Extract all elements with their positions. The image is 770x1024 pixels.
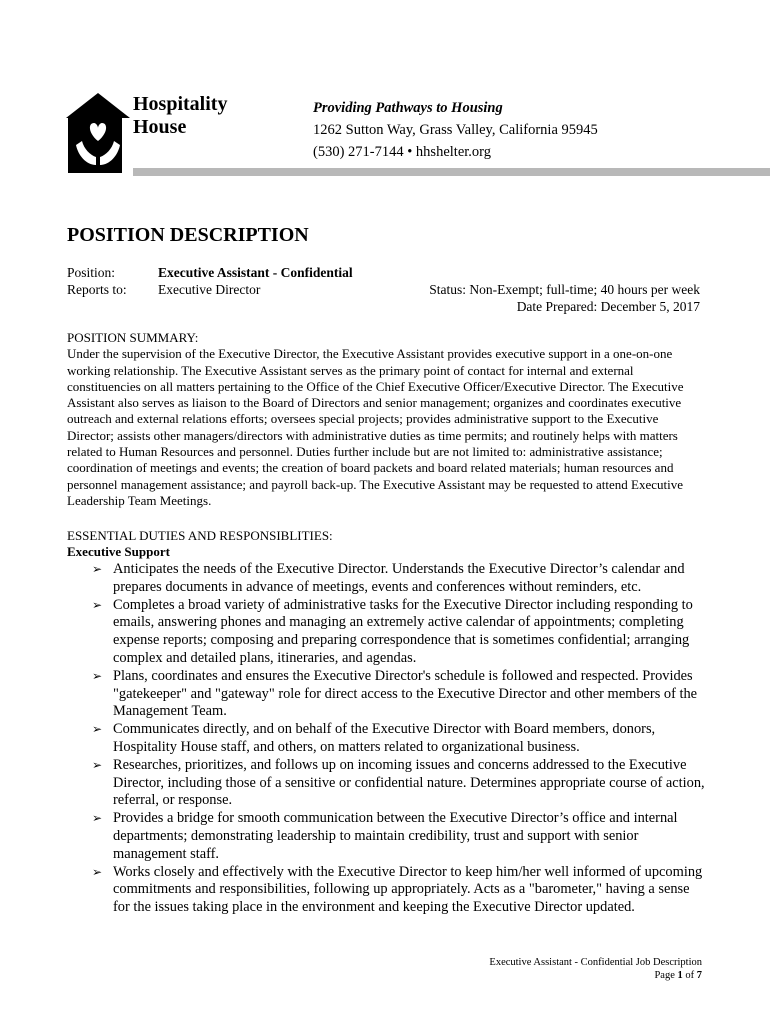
arrow-bullet-icon: ➢ (92, 757, 103, 772)
status-text: Status: Non-Exempt; full-time; 40 hours per week (429, 282, 700, 297)
duty-text: Works closely and effectively with the Executive Director to keep him/her well informed of upcoming commitments and responsibilities, following up appropriately. Acts as a "barometer," having a sense for the issues taking place in the environment and keeping the Executive Director updated. (113, 863, 703, 916)
logo (66, 93, 130, 173)
list-item (67, 597, 707, 668)
position-value: Executive Assistant - Confidential (158, 265, 353, 280)
reports-to-label: Reports to: (67, 282, 127, 297)
duty-text: Communicates directly, and on behalf of the Executive Director with Board members, donors, Hospitality House staff, and others, on matters related to organizational business. (113, 721, 656, 755)
address: 1262 Sutton Way, Grass Valley, California 95945 (313, 122, 598, 138)
org-name (133, 93, 227, 139)
summary-text: Under the supervision of the Executive Director, the Executive Assistant provides executive support in a one-on-one working relationship. The Executive Assistant serves as the primary point of contact for internal and external constituencies on all matters pertaining to the Office of the Chief Executive Officer/Executive Director. The Executive Assistant also serves as liaison to the Board of Directors and senior management; organizes and coordinates executive outreach and external relations efforts; oversees special projects; provides administrative support to the Executive Director; assists other managers/directors with administrative duties as time permits; and routinely helps with matters related to Human Resources and personnel. Duties further include but are not limited to: administrative assistance; coordination of meetings and events; the creation of board packets and board related materials; human resources and personnel management assistance; and payroll back-up. The Executive Assistant may be requested to attend Executive Leadership Team Meetings. (67, 346, 684, 508)
duty-text: Anticipates the needs of the Executive Director. Understands the Executive Director’s calendar and prepares documents in advance of meetings, events and conferences without reminders, etc. (113, 561, 685, 595)
page-number (489, 969, 702, 982)
contact-info: (530) 271-7144 • hhshelter.org (313, 144, 491, 160)
arrow-bullet-icon: ➢ (92, 597, 103, 612)
org-name-line1: Hospitality (133, 93, 228, 115)
duties-list (67, 561, 707, 917)
list-item (67, 757, 707, 810)
duty-text: Researches, prioritizes, and follows up on incoming issues and concerns addressed to the Executive Director, including those of a sensitive or confidential nature. Determines appropriate course of action, referral, or response. (113, 756, 705, 809)
duties-heading: ESSENTIAL DUTIES AND RESPONSIBLITIES: (67, 528, 333, 543)
summary-heading: POSITION SUMMARY: (67, 330, 199, 345)
list-item (67, 810, 707, 863)
duty-text: Plans, coordinates and ensures the Executive Director's schedule is followed and respected. Provides "gatekeeper" and "gateway" role for direct access to the Executive Director and other members of the Management Team. (113, 667, 698, 720)
header-rule (133, 168, 770, 176)
header-contact (313, 97, 598, 163)
footer-doc-title: Executive Assistant - Confidential Job Description (489, 957, 702, 968)
arrow-bullet-icon: ➢ (92, 811, 103, 826)
page-footer (489, 956, 702, 982)
list-item (67, 721, 707, 757)
arrow-bullet-icon: ➢ (92, 864, 103, 879)
duties-section (67, 528, 703, 561)
duty-text: Provides a bridge for smooth communication between the Executive Director’s office and internal departments; demonstrating leadership to maintain credibility, trust and support with senior management staff. (113, 810, 678, 862)
position-label: Position: (67, 265, 116, 280)
duty-text: Completes a broad variety of administrative tasks for the Executive Director including responding to emails, answering phones and managing an extremely active calendar of appointments; completing expense reports; composing and preparing correspondence that is sometimes confidential; arranging complex and detailed plans, itineraries, and agendas. (113, 596, 693, 666)
duties-subheading: Executive Support (67, 544, 170, 560)
arrow-bullet-icon: ➢ (92, 668, 103, 683)
page-title: POSITION DESCRIPTION (67, 224, 309, 246)
position-summary (67, 330, 703, 509)
list-item (67, 668, 707, 721)
list-item (67, 864, 707, 917)
tagline: Providing Pathways to Housing (313, 100, 503, 116)
house-heart-hands-icon (66, 93, 130, 173)
date-prepared: Date Prepared: December 5, 2017 (516, 299, 700, 314)
page-of: of (682, 970, 697, 981)
arrow-bullet-icon: ➢ (92, 722, 103, 737)
list-item (67, 561, 707, 597)
total-pages: 7 (696, 970, 702, 981)
reports-to-value: Executive Director (158, 282, 261, 297)
org-name-line2: House (133, 116, 187, 138)
page-prefix: Page (654, 970, 678, 981)
current-page: 1 (677, 970, 683, 981)
arrow-bullet-icon: ➢ (92, 562, 103, 576)
